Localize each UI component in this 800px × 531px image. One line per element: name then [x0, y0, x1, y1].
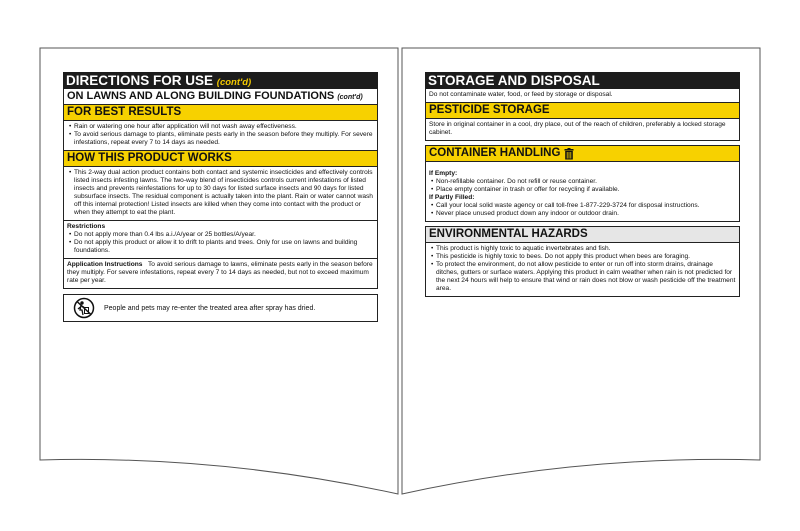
restrictions-heading: Restrictions	[67, 223, 106, 230]
storage-intro	[425, 89, 740, 102]
application-heading: Application Instructions	[67, 261, 143, 268]
hazard-bullet: • This pesticide is highly toxic to bees. Do not apply this product when bees are foraging.	[429, 253, 736, 261]
storage-intro-text: Do not contaminate water, food, or feed by storage or disposal.	[429, 91, 613, 98]
container-handling-heading	[425, 145, 740, 162]
if-empty-bullet: • Place empty container in trash or offer for recycling if available.	[429, 186, 736, 194]
restrictions-bullet: • Do not apply this product or allow it to drift to plants and trees. Only for use on lawns and building foundations.	[67, 239, 374, 255]
if-partly-filled-label: If Partly Filled:	[429, 194, 475, 201]
environmental-hazards-box	[425, 243, 740, 297]
directions-panel	[63, 72, 378, 322]
if-empty-bullet: • Non-refillable container. Do not refill or reuse container.	[429, 178, 736, 186]
no-entry-person-icon	[73, 297, 95, 319]
pesticide-storage-box	[425, 119, 740, 141]
directions-title: DIRECTIONS FOR USE	[66, 73, 214, 88]
directions-title-cont: (cont'd)	[216, 77, 252, 88]
hazard-bullet: • To protect the environment, do not allow pesticide to enter or run off into storm drains, drainage ditches, gutters or surface waters. Applying this product in calm weather when rain is not predicted for the next 24 hours will help to ensure that wind or rain does not blow or wash pesticide off the treatment area.	[429, 261, 736, 293]
lawns-subtitle	[63, 89, 378, 104]
storage-panel	[425, 72, 740, 297]
application-box	[63, 259, 378, 289]
application-text: To avoid serious damage to lawns, eliminate pests early in the season before they multiply. For severe infestations, repeat every 7 to 14 days as needed, but not to exceed maximum rate per year.	[67, 261, 373, 284]
how-product-works-heading: HOW THIS PRODUCT WORKS	[63, 150, 378, 167]
best-results-heading: FOR BEST RESULTS	[63, 104, 378, 121]
how-product-works-bullet: • This 2-way dual action product contains both contact and systemic insecticides and effectively controls listed insects infesting lawns. The two-way blend of insecticides controls current infestations of listed insects and prevents reinfestations for up to 30 days for listed surface insects and 90 days for listed subsurface insects. The residual component is actually taken into the plant. Rain or water cannot wash off this internal protection! Listed insects are killed when they come into contact with the product or when they attempt to eat the plant.	[67, 169, 374, 217]
trash-can-icon	[564, 148, 574, 160]
best-results-bullet: • Rain or watering one hour after application will not wash away effectiveness.	[67, 123, 374, 131]
pesticide-storage-text: Store in original container in a cool, dry place, out of the reach of children, preferably a locked storage cabinet.	[429, 121, 726, 136]
container-handling-title: CONTAINER HANDLING	[429, 147, 561, 159]
restrictions-bullet: • Do not apply more than 0.4 lbs a.i./A/year or 25 bottles/A/year.	[67, 231, 374, 239]
if-partly-bullet: • Never place unused product down any indoor or outdoor drain.	[429, 210, 736, 218]
reentry-notice	[63, 294, 378, 322]
lawns-subtitle-cont: (cont'd)	[337, 94, 363, 101]
reentry-text: People and pets may re-enter the treated area after spray has dried.	[104, 304, 316, 312]
directions-title-bar	[63, 72, 378, 89]
if-empty-label: If Empty:	[429, 170, 458, 177]
best-results-box	[63, 121, 378, 150]
lawns-subtitle-text: ON LAWNS AND ALONG BUILDING FOUNDATIONS	[67, 90, 335, 102]
pesticide-storage-heading: PESTICIDE STORAGE	[425, 102, 740, 119]
storage-title: STORAGE AND DISPOSAL	[425, 72, 740, 89]
best-results-bullet: • To avoid serious damage to plants, eliminate pests early in the season before they multiply. For severe infestations, repeat every 7 to 14 days as needed.	[67, 131, 374, 147]
hazard-bullet: • This product is highly toxic to aquatic invertebrates and fish.	[429, 245, 736, 253]
if-partly-bullet: • Call your local solid waste agency or call toll-free 1-877-229-3724 for disposal instructions.	[429, 202, 736, 210]
how-product-works-box	[63, 167, 378, 221]
restrictions-box	[63, 221, 378, 259]
container-handling-box	[425, 162, 740, 222]
environmental-hazards-heading: ENVIRONMENTAL HAZARDS	[425, 226, 740, 243]
